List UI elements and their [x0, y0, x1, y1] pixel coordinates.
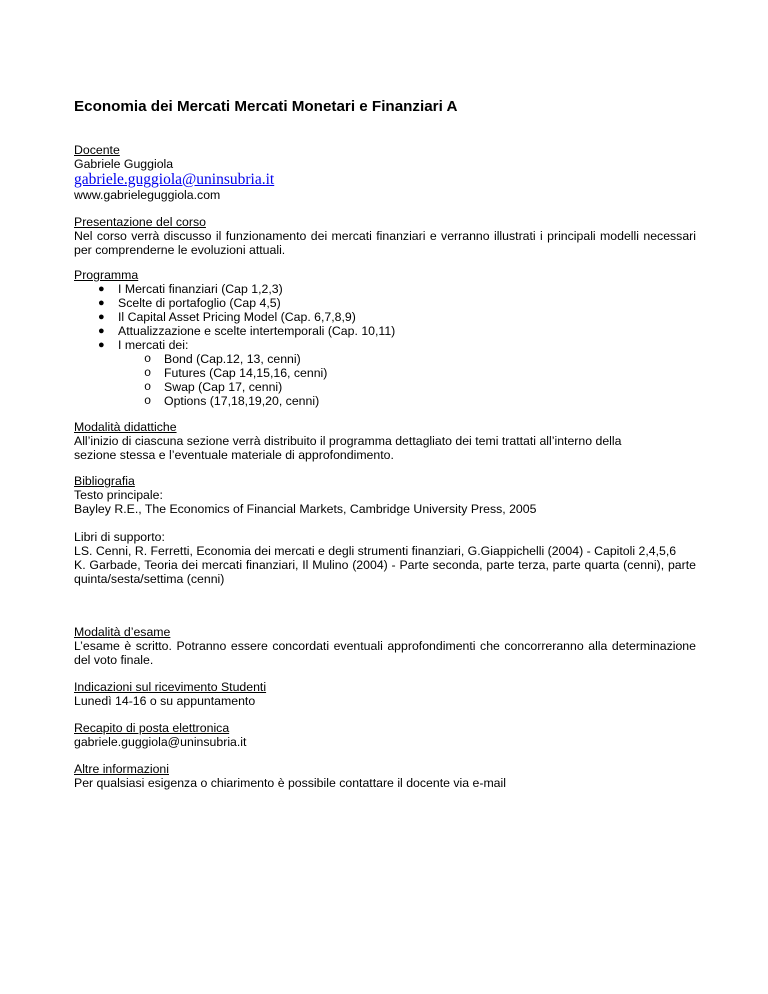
list-item: o Options (17,18,19,20, cenni) [144, 394, 320, 408]
document-title: Economia dei Mercati Mercati Monetari e Finanziari A [74, 98, 458, 115]
circle-bullet-icon: o [144, 366, 152, 380]
programma-heading: Programma [74, 268, 139, 282]
bibliografia-testo-label: Testo principale: [74, 488, 163, 502]
list-item: ● Scelte di portafoglio (Cap 4,5) [98, 296, 281, 310]
programma-list [74, 282, 696, 352]
bibliografia-heading: Bibliografia [74, 474, 135, 488]
section-presentazione [74, 215, 696, 257]
circle-bullet-icon: o [144, 394, 152, 408]
ricevimento-text: Lunedì 14-16 o su appuntamento [74, 694, 256, 708]
section-recapito [74, 721, 696, 749]
list-item: ● I Mercati finanziari (Cap 1,2,3) [98, 282, 283, 296]
list-item: ● Attualizzazione e scelte intertemporali (Cap. 10,11) [98, 324, 396, 338]
section-modalita-didattiche [74, 420, 696, 462]
bibliografia-supporto-2: K. Garbade, Teoria dei mercati finanziari, Il Mulino (2004) - Parte seconda, parte terza, parte quarta (cenni), parte quinta/sesta/settima (cenni) [74, 558, 696, 586]
modalita-esame-text: L’esame è scritto. Potranno essere concordati eventuali approfondimenti che concorreranno alla determinazione del voto finale. [74, 639, 696, 667]
presentazione-text: Nel corso verrà discusso il funzionamento dei mercati finanziari e verranno illustrati i principali modelli necessari per comprenderne le evoluzioni attuali. [74, 229, 696, 257]
presentazione-heading: Presentazione del corso [74, 215, 206, 229]
bullet-icon: ● [98, 297, 105, 309]
docente-name: Gabriele Guggiola [74, 157, 174, 171]
list-item: o Swap (Cap 17, cenni) [144, 380, 283, 394]
bibliografia-testo: Bayley R.E., The Economics of Financial Markets, Cambridge University Press, 2005 [74, 502, 537, 516]
circle-bullet-icon: o [144, 352, 152, 366]
list-item: o Bond (Cap.12, 13, cenni) [144, 352, 301, 366]
altre-heading: Altre informazioni [74, 762, 169, 776]
modalita-esame-heading: Modalità d’esame [74, 625, 171, 639]
docente-email-link[interactable]: gabriele.guggiola@uninsubria.it [74, 171, 275, 188]
docente-heading: Docente [74, 143, 120, 157]
bullet-icon: ● [98, 339, 105, 351]
section-docente [74, 143, 696, 202]
bullet-icon: ● [98, 283, 105, 295]
recapito-heading: Recapito di posta elettronica [74, 721, 230, 735]
section-ricevimento [74, 680, 696, 708]
bibliografia-supporto-label: Libri di supporto: [74, 530, 165, 544]
list-item: ● Il Capital Asset Pricing Model (Cap. 6,7,8,9) [98, 310, 356, 324]
bullet-icon: ● [98, 325, 105, 337]
docente-website: www.gabrieleguggiola.com [74, 188, 221, 202]
section-supporto [74, 530, 696, 586]
section-altre-informazioni [74, 762, 696, 790]
ricevimento-heading: Indicazioni sul ricevimento Studenti [74, 680, 267, 694]
programma-sublist [74, 352, 696, 408]
section-modalita-esame [74, 625, 696, 667]
list-item: o Futures (Cap 14,15,16, cenni) [144, 366, 328, 380]
section-bibliografia [74, 474, 696, 516]
altre-text: Per qualsiasi esigenza o chiarimento è possibile contattare il docente via e-mail [74, 776, 506, 790]
bibliografia-supporto-1: LS. Cenni, R. Ferretti, Economia dei mercati e degli strumenti finanziari, G.Giappichelli (2004) - Capitoli 2,4,5,6 [74, 544, 677, 558]
circle-bullet-icon: o [144, 380, 152, 394]
modalita-didattiche-line2: sezione stessa e l’eventuale materiale di approfondimento. [74, 448, 394, 462]
bullet-icon: ● [98, 311, 105, 323]
section-programma [74, 268, 696, 408]
modalita-didattiche-heading: Modalità didattiche [74, 420, 177, 434]
recapito-email: gabriele.guggiola@uninsubria.it [74, 735, 247, 749]
modalita-didattiche-line1: All’inizio di ciascuna sezione verrà distribuito il programma dettagliato dei temi trattati all’interno della [74, 434, 622, 448]
list-item: ● I mercati dei: [98, 338, 189, 352]
